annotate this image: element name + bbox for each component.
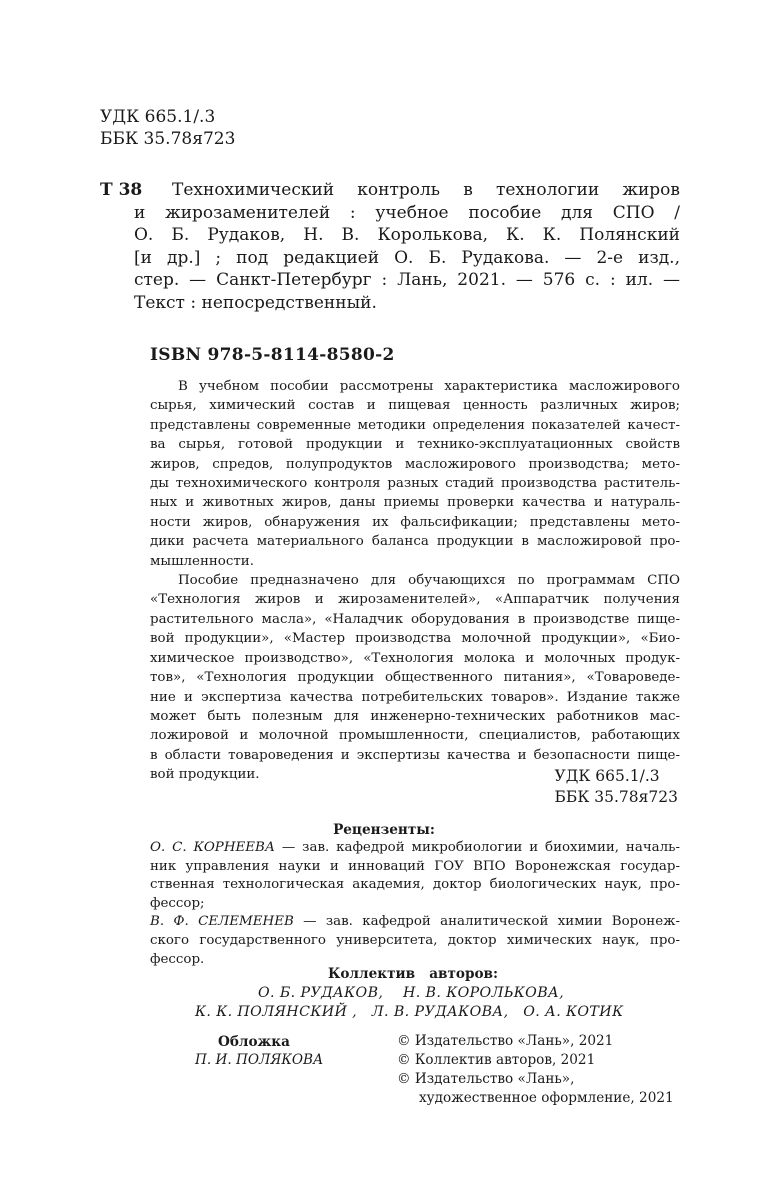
- reviewer-line: фессор;: [150, 895, 205, 911]
- abstract: [150, 377, 680, 785]
- abstract-line: дики расчета материального баланса продукции в масложировой про-: [150, 534, 680, 550]
- abstract-line: ности жиров, обнаружения их фальсификации; представлены мето-: [150, 514, 680, 530]
- cover-label: Обложка: [218, 1034, 290, 1050]
- abstract-line: ние и экспертиза качества потребительских товаров». Издание также: [150, 689, 680, 705]
- reviewer-line: ник управления науки и инноваций ГОУ ВПО Воронежская государ-: [150, 858, 680, 874]
- entry-line: Текст : непосредственный.: [134, 292, 377, 313]
- reviewer-2-desc: — зав. кафедрой аналитической химии Воронеж-: [293, 914, 680, 930]
- reviewer-2-name: В. Ф. СЕЛЕМЕНЕВ: [150, 914, 294, 930]
- abstract-line: может быть полезным для инженерно-технических работников мас-: [150, 708, 680, 724]
- abstract-line: вой продукции», «Мастер производства молочной продукции», «Био-: [150, 631, 680, 647]
- abstract-line: ложировой и молочной промышленности, специалистов, работающих: [150, 728, 680, 744]
- abstract-line: представлены современные методики определения показателей качест-: [150, 417, 680, 433]
- reviewer-line: ственная технологическая академия, доктор биологических наук, про-: [150, 877, 680, 893]
- reviewers-title: Рецензенты:: [333, 822, 435, 838]
- reviewer-2-first-line: [150, 913, 680, 932]
- cover-designer: П. И. ПОЛЯКОВА: [195, 1052, 324, 1068]
- abstract-line: «Технология жиров и жирозаменителей», «Аппаратчик получения: [150, 592, 680, 608]
- entry-line: и жирозаменителей : учебное пособие для СПО /: [134, 202, 680, 223]
- entry-line: стер. — Санкт-Петербург : Лань, 2021. — 576 с. : ил. —: [134, 270, 680, 290]
- abstract-line: Пособие предназначено для обучающихся по программам СПО: [178, 573, 680, 589]
- copyright-line: художественное оформление, 2021: [419, 1090, 674, 1106]
- reviewer-line: фессор.: [150, 951, 205, 967]
- abstract-line: растительного масла», «Наладчик оборудования в производстве пище-: [150, 611, 680, 627]
- bibliographic-entry: [134, 179, 680, 314]
- reviewer-line: ского государственного университета, доктор химических наук, про-: [150, 932, 680, 948]
- author-mark: Т 38: [100, 180, 143, 200]
- reviewer-1-first-line: [150, 839, 680, 858]
- entry-line: Технохимический контроль в технологии жиров: [172, 180, 680, 200]
- authors-line: О. Б. РУДАКОВ, Н. В. КОРОЛЬКОВА,: [258, 985, 565, 1001]
- copyright-line: © Коллектив авторов, 2021: [397, 1052, 596, 1068]
- entry-line: [и др.] ; под редакцией О. Б. Рудакова. — 2-е изд.,: [134, 247, 680, 268]
- abstract-line: в области товароведения и экспертизы качества и безопасности пище-: [150, 747, 680, 763]
- copyright-block: [397, 1032, 674, 1108]
- copyright-line: © Издательство «Лань»,: [397, 1071, 575, 1087]
- reviewer-1-desc: — зав. кафедрой микробиологии и биохимии, началь-: [275, 840, 680, 855]
- authors-line: К. К. ПОЛЯНСКИЙ , Л. В. РУДАКОВА, О. А. КОТИК: [195, 1004, 624, 1020]
- reviewer-1-name: О. С. КОРНЕЕВА: [150, 840, 276, 855]
- classification-codes-bottom: [555, 766, 678, 808]
- abstract-line: ных и животных жиров, даны приемы проверки качества и натураль-: [150, 495, 680, 511]
- entry-line: О. Б. Рудаков, Н. В. Королькова, К. К. Полянский: [134, 225, 680, 245]
- reviewers-list: [150, 839, 680, 969]
- abstract-line: вой продукции.: [150, 767, 260, 783]
- abstract-line: В учебном пособии рассмотрены характеристика масложирового: [178, 379, 680, 394]
- copyright-line: © Издательство «Лань», 2021: [397, 1033, 614, 1049]
- abstract-line: химическое производство», «Технология молока и молочных продук-: [150, 650, 680, 666]
- bbk-code: ББК 35.78я723: [554, 788, 678, 806]
- abstract-line: сырья, химический состав и пищевая ценность различных жиров;: [150, 398, 680, 414]
- abstract-line: мышленности.: [150, 553, 254, 569]
- classification-codes: [100, 106, 235, 150]
- abstract-line: жиров, спредов, полупродуктов масложирового производства; мето-: [150, 456, 680, 472]
- isbn: ISBN 978-5-8114-8580-2: [150, 345, 395, 365]
- abstract-line: ды технохимического контроля разных стадий производства раститель-: [150, 476, 680, 492]
- abstract-line: тов», «Технология продукции общественного питания», «Товароведе-: [150, 670, 680, 686]
- udk-code: УДК 665.1/.3: [554, 767, 660, 785]
- bbk-code: ББК 35.78я723: [100, 129, 236, 149]
- abstract-line: ва сырья, готовой продукции и технико-эксплуатационных свойств: [150, 437, 680, 453]
- authors-title: Коллектив авторов:: [328, 966, 498, 982]
- udk-code: УДК 665.1/.3: [100, 107, 216, 127]
